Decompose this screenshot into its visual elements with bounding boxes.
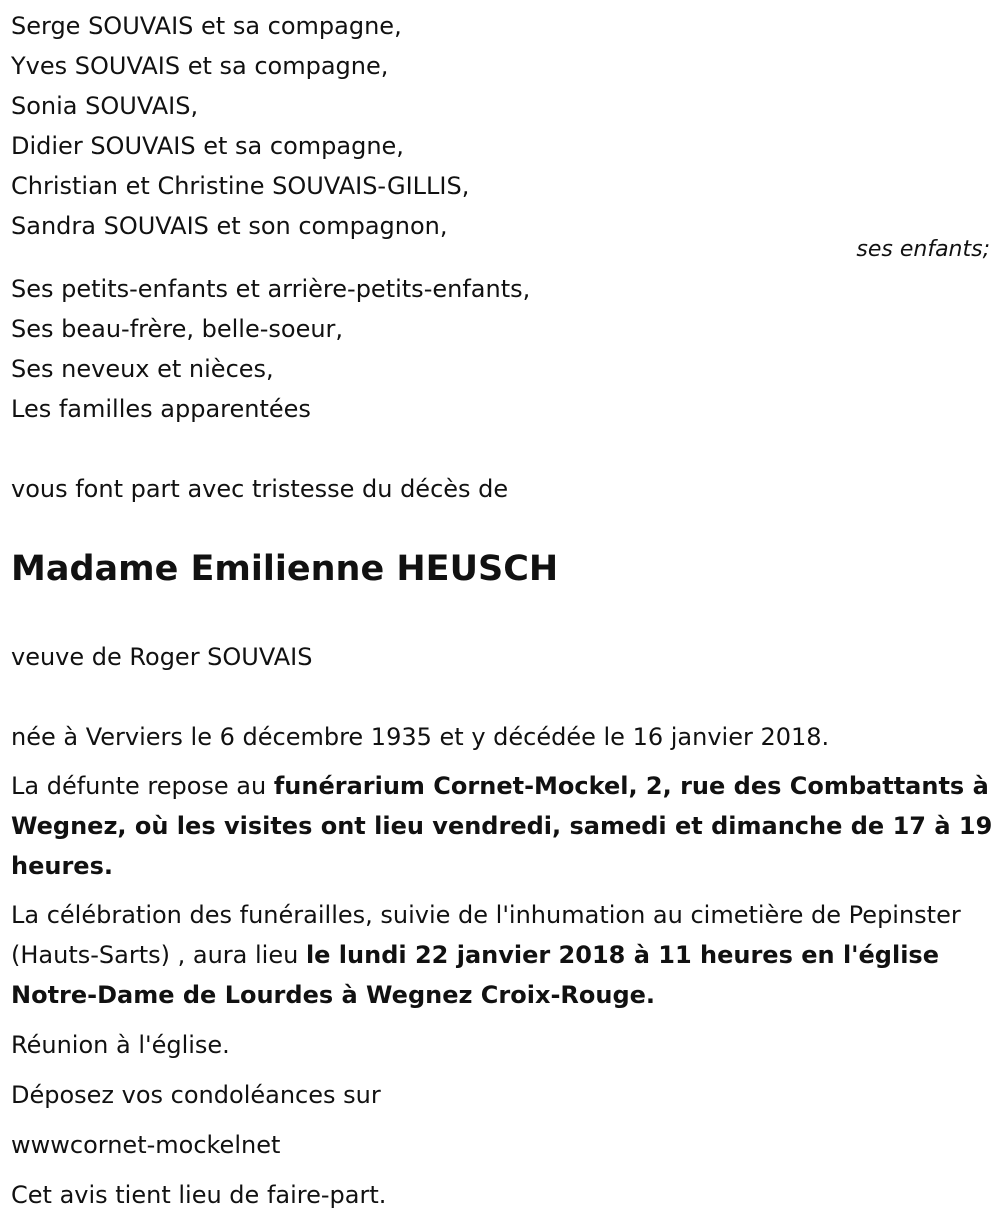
family-child-1: Serge SOUVAIS et sa compagne, [11, 12, 402, 40]
celebration-details: le lundi 22 janvier 2018 à 11 heures en l'église Notre-Dame de Lourdes à Wegnez Croix-Rouge. [11, 941, 939, 1009]
family-other-1: Ses petits-enfants et arrière-petits-enfants, [11, 275, 531, 303]
website-link[interactable]: wwwcornet-mockelnet [11, 1131, 281, 1159]
condolences-text: Déposez vos condoléances sur [11, 1081, 381, 1109]
family-other-4: Les familles apparentées [11, 395, 311, 423]
widow-of-text: veuve de Roger SOUVAIS [11, 643, 313, 671]
closing-text: Cet avis tient lieu de faire-part. [11, 1181, 387, 1209]
children-label: ses enfants; [856, 237, 990, 262]
repose-paragraph [11, 766, 996, 886]
celebration-intro: La célébration des funérailles, suivie de l'inhumation au cimetière de Pepinster (Hauts-Sarts) , aura lieu [11, 901, 961, 969]
reunion-text: Réunion à l'église. [11, 1031, 230, 1059]
announcement-text: vous font part avec tristesse du décès de [11, 475, 509, 503]
family-other-2: Ses beau-frère, belle-soeur, [11, 315, 344, 343]
family-child-4: Didier SOUVAIS et sa compagne, [11, 132, 404, 160]
family-child-6: Sandra SOUVAIS et son compagnon, [11, 212, 448, 240]
repose-intro: La défunte repose au [11, 772, 274, 800]
celebration-paragraph [11, 895, 996, 1015]
family-child-5: Christian et Christine SOUVAIS-GILLIS, [11, 172, 470, 200]
deceased-name: Madame Emilienne HEUSCH [11, 549, 559, 589]
family-child-2: Yves SOUVAIS et sa compagne, [11, 52, 389, 80]
repose-details: funérarium Cornet-Mockel, 2, rue des Combattants à Wegnez, où les visites ont lieu vendredi, samedi et dimanche de 17 à 19 heures. [11, 772, 993, 880]
family-other-3: Ses neveux et nièces, [11, 355, 274, 383]
family-child-3: Sonia SOUVAIS, [11, 92, 199, 120]
birth-death-text: née à Verviers le 6 décembre 1935 et y décédée le 16 janvier 2018. [11, 723, 830, 751]
